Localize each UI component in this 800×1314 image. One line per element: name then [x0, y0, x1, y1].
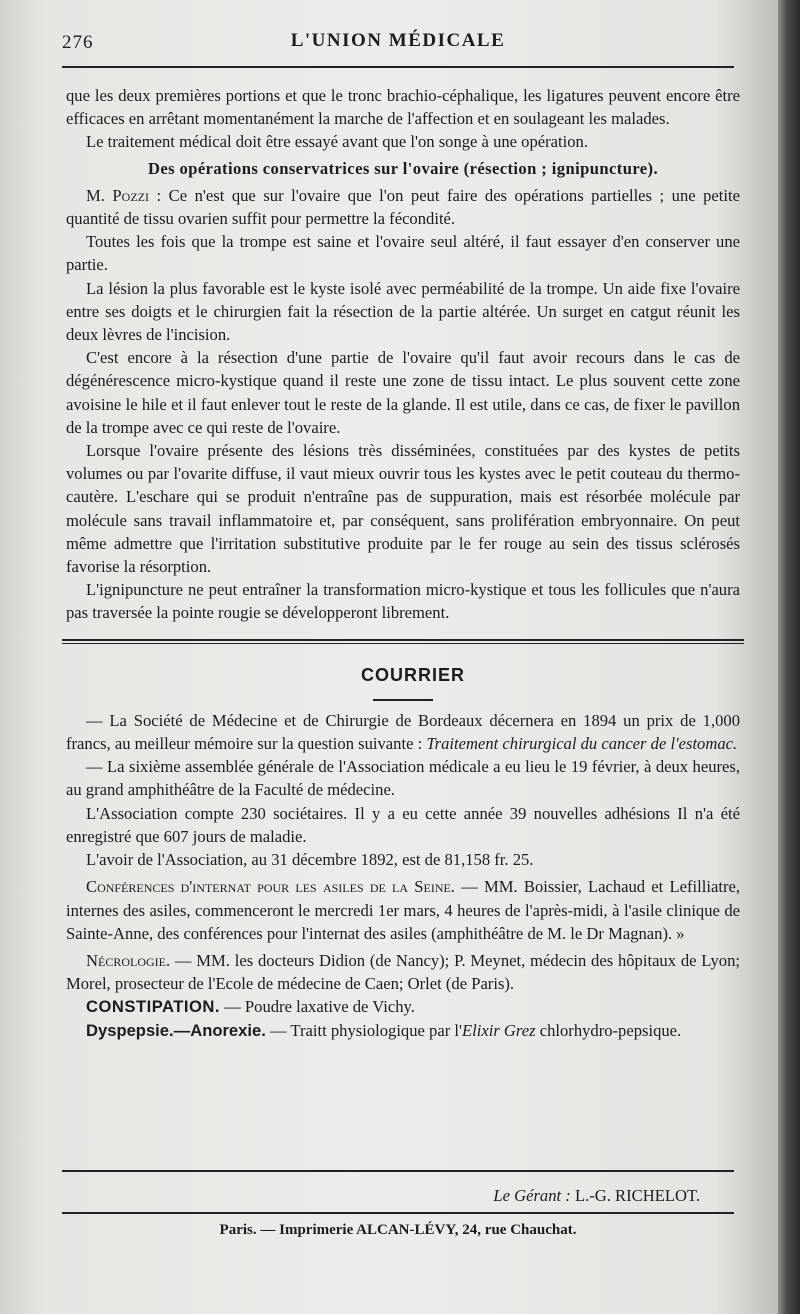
page-number: 276 [62, 32, 94, 53]
paragraph: C'est encore à la résection d'une partie de l'ovaire qu'il faut avoir recours dans le cas de dégénérescence micro-kystique quand il reste une zone de tissu intact. Le plus souvent cette zone avoisine le hile et il faut enlever tout le reste de la glande. Il est utile, dans ce cas, de fixer le pavillon de la trompe avec ce qui reste de l'ovaire. [66, 348, 740, 437]
header-rule [62, 66, 734, 68]
paragraph: Lorsque l'ovaire présente des lésions très disséminées, constituées par des kystes de petits volumes ou par l'ovarite diffuse, il vaut mieux ouvrir tous les kystes avec le petit couteau du thermo-cautère. L'eschare qui se produit n'entraîne pas de suppuration, mais est résorbée molécule par molécule sans travail inflammatoire et, par conséquent, sans prolifération embryonnaire. On peut même admettre que l'irritation substitutive produite par le fer rouge au sein des tissus sclérosés favorise la résorption. [66, 441, 740, 577]
closing-rule [62, 1170, 734, 1172]
paragraph: que les deux premières portions et que le tronc brachio-céphalique, les ligatures peuvent encore être efficaces en arrêtant momentanément la marche de l'affection et en soulageant les malades. [66, 86, 740, 129]
news-item: — La sixième assemblée générale de l'Association médicale a eu lieu le 19 février, à deux heures, au grand amphithéâtre de la Faculté de médecine. [66, 757, 740, 800]
courrier-rule [66, 687, 740, 701]
news-item: Conférences d'internat pour les asiles de la Seine. — MM. Boissier, Lachaud et Lefilliatre, internes des asiles, commenceront le mercredi 1er mars, 4 heures de l'après-midi, à l'asile clinique de Sainte-Anne, des conférences pour l'internat des asiles (amphithéâtre de M. le Dr Magnan). » [66, 877, 740, 943]
signature: Le Gérant : L.-G. RICHELOT. [493, 1186, 700, 1205]
advertisement: CONSTIPATION. — Poudre laxative de Vichy. [86, 997, 415, 1017]
paragraph: La lésion la plus favorable est le kyste isolé avec perméabilité de la trompe. Un aide fixe l'ovaire entre ses doigts et le chirurgien fait la résection de la partie altérée. Un surget en catgut réunit les deux lèvres de l'incision. [66, 278, 740, 345]
news-item: L'avoir de l'Association, au 31 décembre 1892, est de 81,158 fr. 25. [86, 850, 534, 870]
news-item: L'Association compte 230 sociétaires. Il y a eu cette année 39 nouvelles adhésions Il n'a été enregistré que 607 jours de maladie. [66, 803, 740, 846]
section-rule [62, 639, 744, 641]
journal-title: L'UNION MÉDICALE [290, 30, 506, 51]
advertisement: Dyspepsie.—Anorexie. — Traitt physiologique par l'Elixir Grez chlorhydro-pepsique. [86, 1020, 682, 1040]
paragraph: M. Pozzi : Ce n'est que sur l'ovaire que l'on peut faire des opérations partielles ; une petite quantité de tissu ovarien suffit pour permettre la fécondité. [66, 185, 740, 229]
paragraph: Toutes les fois que la trompe est saine et l'ovaire seul altéré, il faut essayer d'en conserver une partie. [66, 232, 740, 275]
courrier-heading: COURRIER [360, 664, 465, 685]
section-heading: Des opérations conservatrices sur l'ovaire (résection ; ignipuncture). [147, 158, 659, 178]
paragraph: Le traitement médical doit être essayé avant que l'on songe à une opération. [86, 132, 588, 152]
news-item: — La Société de Médecine et de Chirurgie de Bordeaux décernera en 1894 un prix de 1,000 francs, au meilleur mémoire sur la question suivante : Traitement chirurgical du cancer de l'estomac. [66, 710, 740, 754]
spacer [66, 625, 740, 639]
section-rule [62, 643, 744, 644]
paragraph: L'ignipuncture ne peut entraîner la transformation micro-kystique et tous les follicules que n'aura pas traversée la pointe rougie se développeront librement. [66, 580, 740, 623]
printer-imprint: Paris. — Imprimerie ALCAN-LÉVY, 24, rue Chauchat. [219, 1222, 577, 1238]
news-item: Nécrologie. — MM. les docteurs Didion (de Nancy); P. Meynet, médecin des hôpitaux de Lyon; Morel, prosecteur de l'Ecole de médecine de Caen; Orlet (de Paris). [66, 950, 740, 994]
running-header [62, 28, 734, 58]
page-edge-shadow [778, 0, 800, 1314]
article-body [66, 84, 740, 1042]
footer-rule [62, 1212, 734, 1214]
author-name: M. Pozzi [86, 185, 149, 205]
